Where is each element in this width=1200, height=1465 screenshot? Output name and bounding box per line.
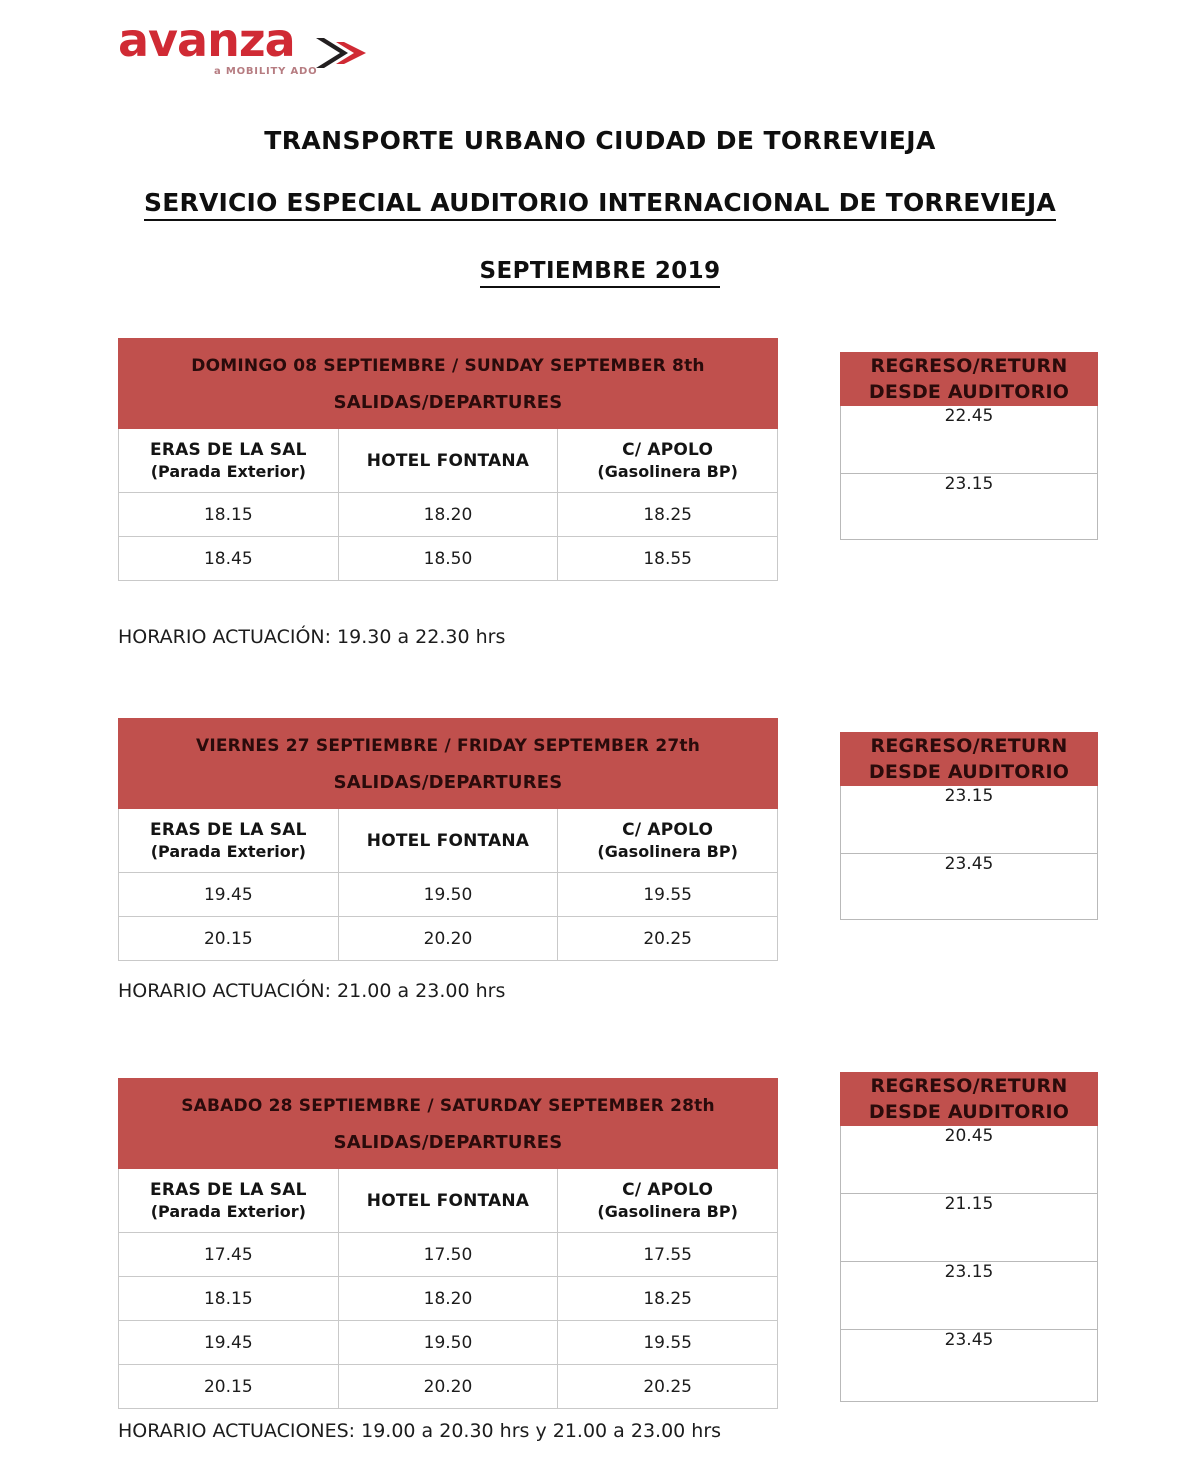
return-header-cell: REGRESO/RETURN DESDE AUDITORIO bbox=[841, 733, 1098, 786]
table-banner-row bbox=[119, 719, 778, 809]
return-time: 20.45 bbox=[841, 1126, 1098, 1194]
column-header-hotel-fontana: HOTEL FONTANA bbox=[338, 809, 558, 873]
column-header-hotel-fontana: HOTEL FONTANA bbox=[338, 429, 558, 493]
banner-cell bbox=[119, 339, 778, 429]
departure-time: 18.25 bbox=[558, 493, 778, 537]
table-row bbox=[841, 1194, 1098, 1262]
departure-time: 20.15 bbox=[119, 1365, 339, 1409]
table-row bbox=[119, 1321, 778, 1365]
column-header-row bbox=[119, 1169, 778, 1233]
departure-time: 19.45 bbox=[119, 873, 339, 917]
departure-time: 18.50 bbox=[338, 537, 558, 581]
table-row bbox=[841, 854, 1098, 920]
return-header-row bbox=[841, 733, 1098, 786]
table-row bbox=[119, 493, 778, 537]
table-row bbox=[841, 474, 1098, 540]
table-row bbox=[119, 1277, 778, 1321]
return-time: 23.15 bbox=[841, 1262, 1098, 1330]
table-banner-row bbox=[119, 339, 778, 429]
departure-time: 18.20 bbox=[338, 493, 558, 537]
performance-note-block-3: HORARIO ACTUACIONES: 19.00 a 20.30 hrs y 21.00 a 23.00 hrs bbox=[118, 1420, 722, 1442]
departures-table-block-2 bbox=[118, 718, 778, 961]
departure-time: 20.15 bbox=[119, 917, 339, 961]
table-row bbox=[841, 1330, 1098, 1402]
return-header-cell: REGRESO/RETURN DESDE AUDITORIO bbox=[841, 1073, 1098, 1126]
departure-time: 20.25 bbox=[558, 917, 778, 961]
page-title-primary: TRANSPORTE URBANO CIUDAD DE TORREVIEJA bbox=[264, 126, 936, 155]
double-chevron-right-icon bbox=[314, 34, 374, 74]
departure-time: 19.50 bbox=[338, 1321, 558, 1365]
return-time: 23.15 bbox=[841, 474, 1098, 540]
return-time: 23.45 bbox=[841, 1330, 1098, 1402]
departure-time: 18.55 bbox=[558, 537, 778, 581]
day-title: SABADO 28 SEPTIEMBRE / SATURDAY SEPTEMBER 28th bbox=[181, 1096, 715, 1116]
return-header-row bbox=[841, 353, 1098, 406]
avanza-logo bbox=[118, 14, 378, 86]
table-row bbox=[841, 1262, 1098, 1330]
column-header-eras-de-la-sal: ERAS DE LA SAL (Parada Exterior) bbox=[119, 1169, 339, 1233]
column-header-row bbox=[119, 429, 778, 493]
page-title-secondary: SERVICIO ESPECIAL AUDITORIO INTERNACIONAL DE TORREVIEJA bbox=[0, 188, 1200, 217]
table-row bbox=[119, 917, 778, 961]
departure-time: 20.20 bbox=[338, 917, 558, 961]
day-title: VIERNES 27 SEPTIEMBRE / FRIDAY SEPTEMBER 27th bbox=[195, 736, 701, 756]
table-row bbox=[119, 873, 778, 917]
departure-time: 18.15 bbox=[119, 493, 339, 537]
table-banner-row bbox=[119, 1079, 778, 1169]
return-time: 23.45 bbox=[841, 854, 1098, 920]
banner-cell bbox=[119, 1079, 778, 1169]
column-header-c-apolo: C/ APOLO (Gasolinera BP) bbox=[558, 1169, 778, 1233]
column-header-c-apolo: C/ APOLO (Gasolinera BP) bbox=[558, 429, 778, 493]
departure-time: 17.45 bbox=[119, 1233, 339, 1277]
column-header-eras-de-la-sal: ERAS DE LA SAL (Parada Exterior) bbox=[119, 429, 339, 493]
departure-time: 17.50 bbox=[338, 1233, 558, 1277]
departure-time: 19.45 bbox=[119, 1321, 339, 1365]
departures-subtitle: SALIDAS/DEPARTURES bbox=[333, 1132, 563, 1153]
departures-subtitle: SALIDAS/DEPARTURES bbox=[333, 392, 563, 413]
table-row bbox=[841, 1126, 1098, 1194]
table-row bbox=[119, 537, 778, 581]
table-row bbox=[119, 1233, 778, 1277]
return-header-cell: REGRESO/RETURN DESDE AUDITORIO bbox=[841, 353, 1098, 406]
departure-time: 19.50 bbox=[338, 873, 558, 917]
logo-tagline: a MOBILITY ADO bbox=[214, 66, 318, 77]
departure-time: 20.25 bbox=[558, 1365, 778, 1409]
departure-time: 20.20 bbox=[338, 1365, 558, 1409]
table-row bbox=[119, 1365, 778, 1409]
return-table-block-2 bbox=[840, 732, 1098, 920]
departure-time: 18.20 bbox=[338, 1277, 558, 1321]
column-header-hotel-fontana: HOTEL FONTANA bbox=[338, 1169, 558, 1233]
column-header-c-apolo: C/ APOLO (Gasolinera BP) bbox=[558, 809, 778, 873]
return-table-block-1 bbox=[840, 352, 1098, 540]
table-row bbox=[841, 786, 1098, 854]
return-time: 23.15 bbox=[841, 786, 1098, 854]
departure-time: 18.15 bbox=[119, 1277, 339, 1321]
departure-time: 19.55 bbox=[558, 1321, 778, 1365]
departure-time: 17.55 bbox=[558, 1233, 778, 1277]
performance-note-block-1: HORARIO ACTUACIÓN: 19.30 a 22.30 hrs bbox=[118, 626, 506, 648]
table-row bbox=[841, 406, 1098, 474]
return-time: 22.45 bbox=[841, 406, 1098, 474]
column-header-eras-de-la-sal: ERAS DE LA SAL (Parada Exterior) bbox=[119, 809, 339, 873]
column-header-row bbox=[119, 809, 778, 873]
departure-time: 19.55 bbox=[558, 873, 778, 917]
departures-table-block-1 bbox=[118, 338, 778, 581]
logo-wordmark: avanza bbox=[118, 13, 295, 67]
banner-cell bbox=[119, 719, 778, 809]
return-header-row bbox=[841, 1073, 1098, 1126]
departures-table-block-3 bbox=[118, 1078, 778, 1409]
page-title-month: SEPTIEMBRE 2019 bbox=[0, 258, 1200, 284]
departure-time: 18.45 bbox=[119, 537, 339, 581]
departure-time: 18.25 bbox=[558, 1277, 778, 1321]
performance-note-block-2: HORARIO ACTUACIÓN: 21.00 a 23.00 hrs bbox=[118, 980, 506, 1002]
return-table-block-3 bbox=[840, 1072, 1098, 1402]
departures-subtitle: SALIDAS/DEPARTURES bbox=[333, 772, 563, 793]
return-time: 21.15 bbox=[841, 1194, 1098, 1262]
day-title: DOMINGO 08 SEPTIEMBRE / SUNDAY SEPTEMBER 8th bbox=[191, 356, 705, 376]
